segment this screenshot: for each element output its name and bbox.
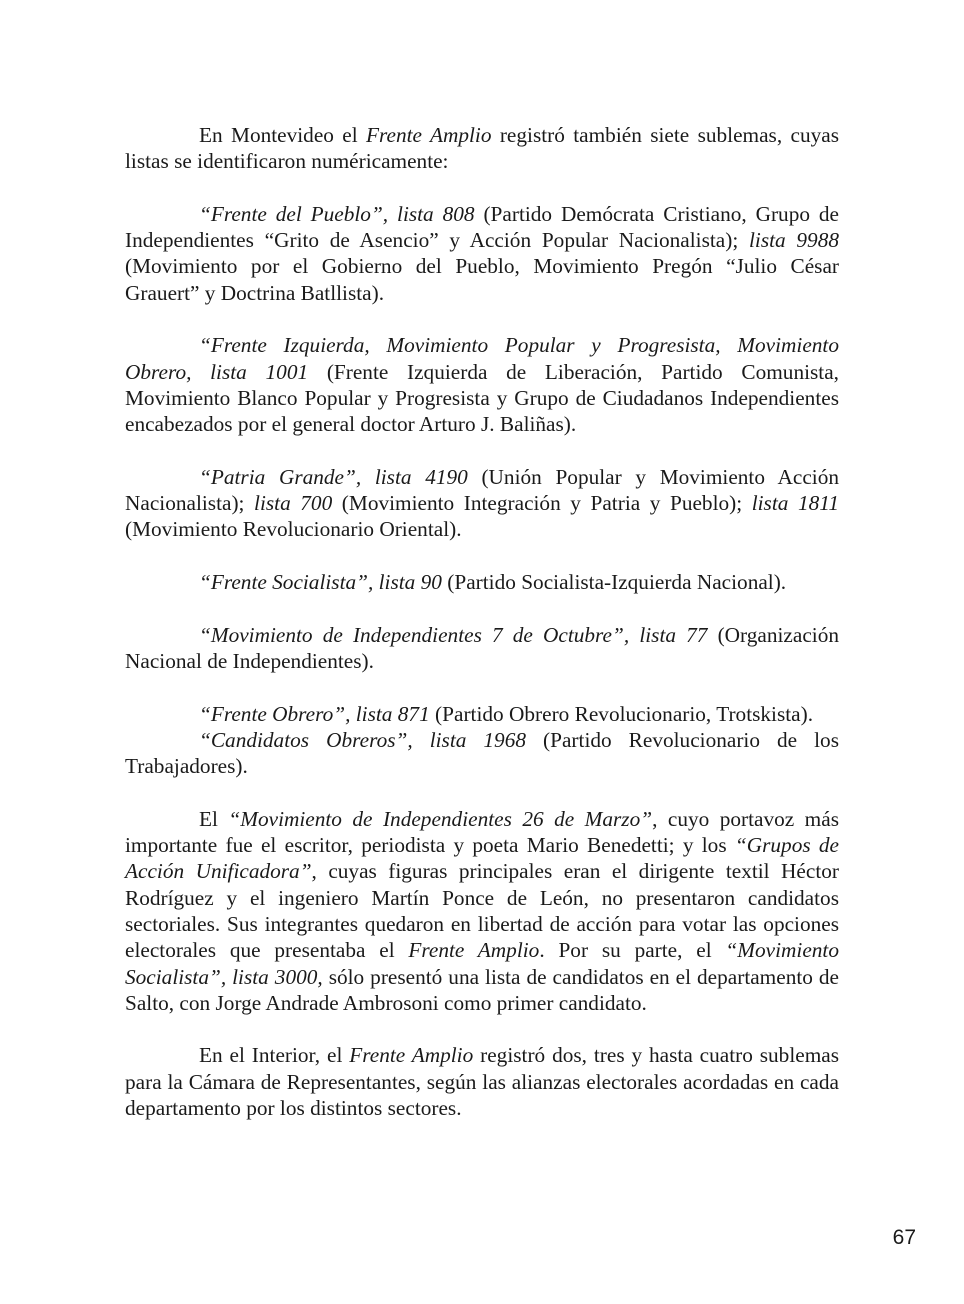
- text-run: (Organización Nacional de Independientes).: [125, 622, 839, 673]
- text-run: sólo presentó una lista de candidatos en el departamento de Salto, con Jorge Andrade Ambrosoni como primer candidato.: [125, 964, 839, 1015]
- text-run-italic: “Patria Grande”, lista 4190: [199, 464, 468, 489]
- text-run: , cuyo portavoz más importante fue el escritor, periodista y poeta Mario Benedetti; y los: [125, 806, 839, 858]
- paragraph-frente-del-pueblo: [125, 201, 839, 306]
- paragraph-frente-socialista: [125, 569, 839, 595]
- text-run: (Movimiento por el Gobierno del Pueblo, Movimiento Pregón “Julio César Grauert” y Doctrina Batllista).: [125, 254, 839, 305]
- text-run-italic: lista 9988: [748, 228, 839, 253]
- paragraph-movimiento-7-octubre: [125, 622, 839, 675]
- text-run-italic: “Movimiento de Independientes 26 de Marzo”: [228, 806, 653, 831]
- text-run: En el Interior, el: [199, 1043, 350, 1068]
- text-run-italic: “Frente Obrero”, lista 871: [199, 701, 430, 726]
- text-run-italic: “Frente del Pueblo”, lista 808: [199, 201, 475, 226]
- text-run: registró dos, tres y hasta cuatro sublemas para la Cámara de Representantes, según las alianzas electorales acordadas en cada departamento por los distintos sectores.: [125, 1043, 839, 1120]
- body-text: [125, 122, 839, 1121]
- text-run-italic: lista 1811: [751, 491, 839, 516]
- text-run: (Partido Obrero Revolucionario, Trotskista).: [429, 701, 814, 726]
- paragraph-patria-grande: [125, 464, 839, 543]
- text-run: (Unión Popular y Movimiento Acción Nacionalista);: [125, 464, 839, 516]
- text-run: (Movimiento Integración y Patria y Pueblo);: [332, 491, 752, 516]
- text-run: (Partido Revolucionario de los Trabajadores).: [125, 727, 839, 779]
- text-run-italic: Frente Amplio: [408, 938, 540, 963]
- paragraph-frente-izquierda: [125, 332, 839, 437]
- paragraph-intro: [125, 122, 839, 175]
- text-run: . Por su parte, el: [539, 938, 726, 963]
- paragraph-26-de-marzo: [125, 806, 839, 1016]
- text-run-italic: lista 700: [254, 491, 333, 516]
- text-run-italic: “Frente Socialista”, lista 90: [199, 570, 442, 595]
- text-run: , cuyas figuras principales eran el dirigente textil Héctor Rodríguez y el ingeniero Martín Ponce de León, no presentaron candidatos sectoriales. Sus integrantes quedaron en libertad de acción para votar las opciones electorales que presentaba el: [125, 859, 839, 963]
- text-run-italic: “Frente Izquierda, Movimiento Popular y Progresista, Movimiento Obrero, lista 1001: [125, 333, 839, 384]
- paragraph-candidatos-obreros: [125, 727, 839, 780]
- page-number: 67: [892, 1226, 916, 1249]
- text-run-italic: “Candidatos Obreros”, lista 1968: [199, 727, 527, 752]
- text-run-italic: “Grupos de Acción Unificadora”: [125, 833, 840, 884]
- text-run: registró también siete sublemas, cuyas listas se identificaron numéricamente:: [125, 123, 840, 174]
- text-run: (Partido Demócrata Cristiano, Grupo de Independientes “Grito de Asencio” y Acción Popular Nacionalista);: [125, 201, 840, 253]
- paragraph-frente-obrero: [125, 701, 839, 727]
- text-run: (Movimiento Revolucionario Oriental).: [125, 517, 462, 542]
- text-run: (Frente Izquierda de Liberación, Partido Comunista, Movimiento Blanco Popular y Progresista y Grupo de Ciudadanos Independientes encabezados por el general doctor Arturo J. Baliñas).: [125, 359, 839, 437]
- text-run: En Montevideo el: [199, 123, 367, 147]
- text-run-italic: “Movimiento de Independientes 7 de Octubre”, lista 77: [199, 622, 708, 647]
- text-run-italic: “Movimiento Socialista”, lista 3000,: [125, 938, 839, 989]
- text-run-italic: Frente Amplio: [349, 1043, 474, 1068]
- text-run: (Partido Socialista-Izquierda Nacional).: [441, 570, 787, 595]
- text-run-italic: Frente Amplio: [366, 123, 492, 147]
- text-run: El: [199, 806, 229, 831]
- paragraph-interior: [125, 1042, 839, 1121]
